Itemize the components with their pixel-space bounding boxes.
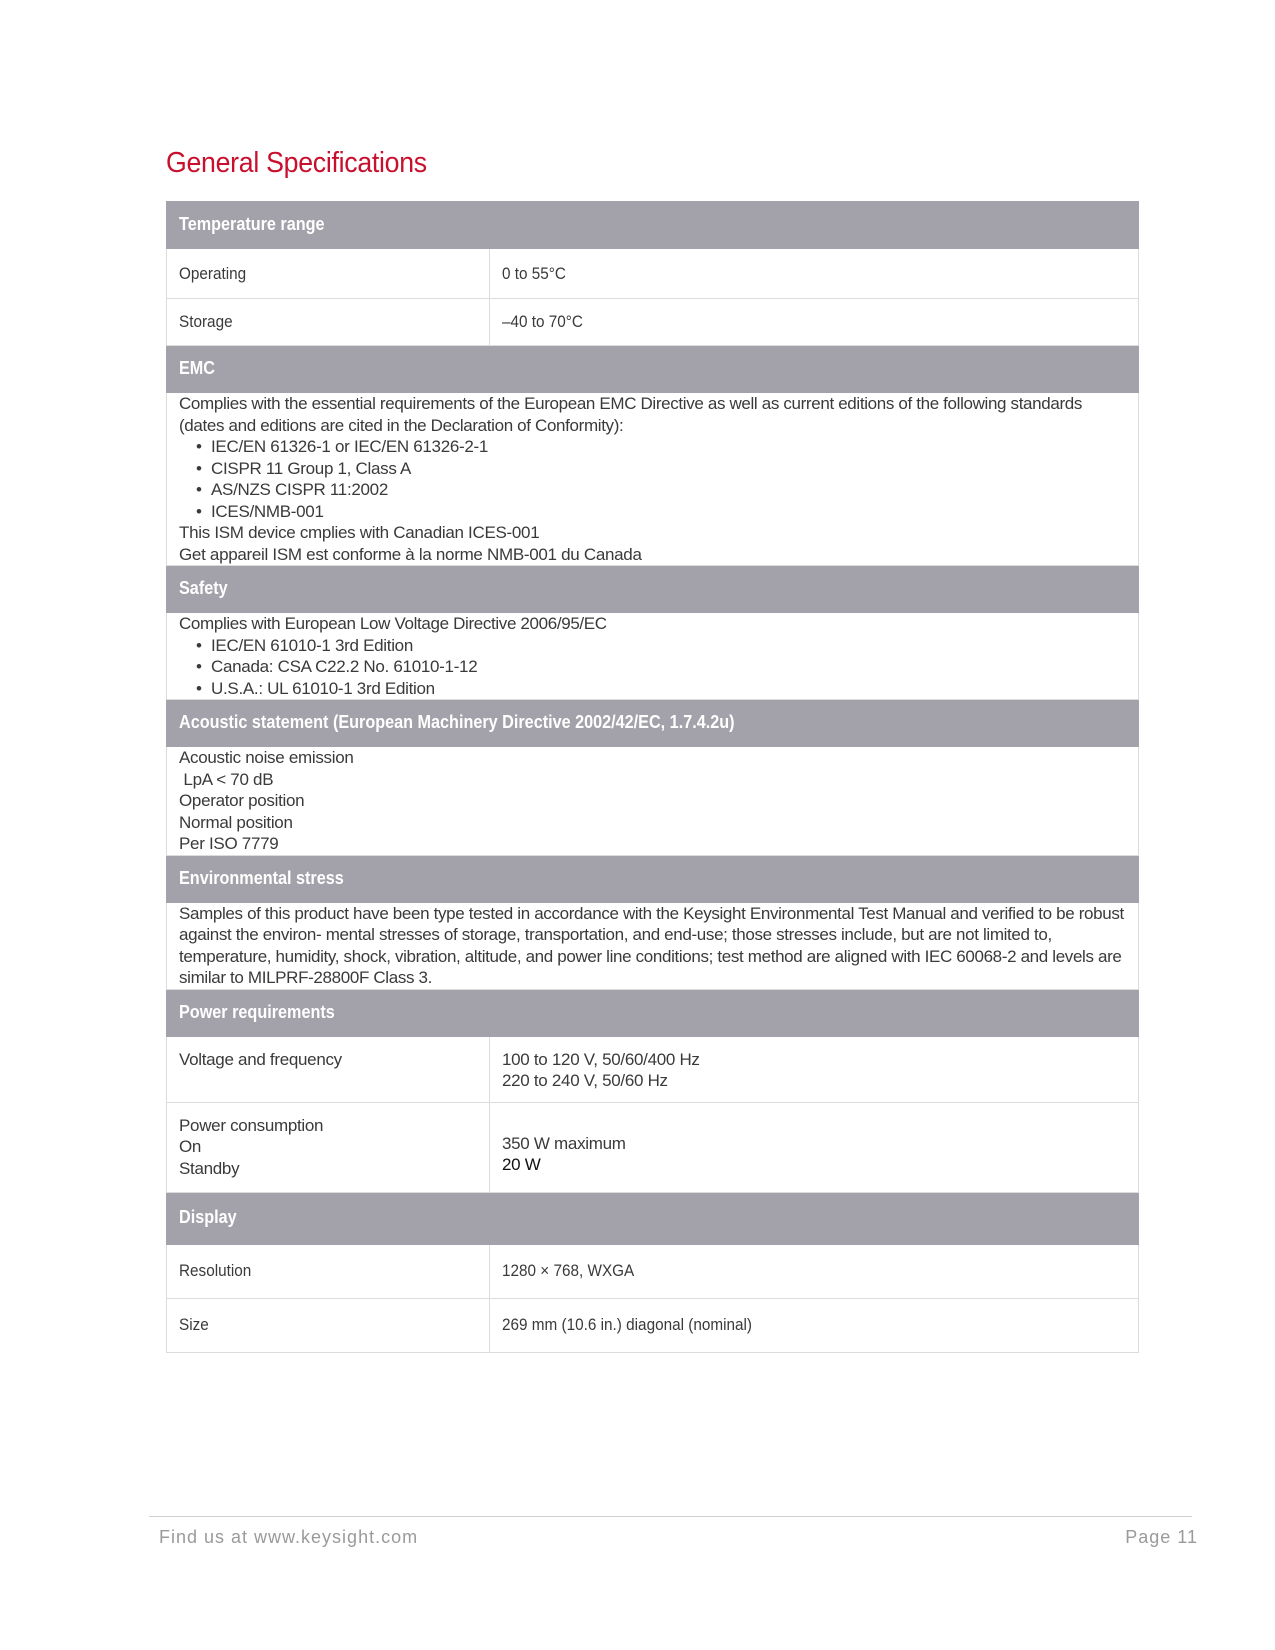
section-title: Temperature range — [179, 214, 325, 235]
acoustic-line: Per ISO 7779 — [179, 834, 279, 853]
section-header-power — [167, 989, 1139, 1036]
table-row — [167, 1102, 1139, 1192]
environmental-text: Samples of this product have been type tested in accordance with the Keysight Environmental Test Manual and verified to be robust against the environ- mental stresses of storage, transportation, and end-use; those stresses include, but are not limited to, temperature, humidity, shock, vibration, altitude, and power line conditions; test method are aligned with IEC 60068-2 and levels are similar to MILPRF-28800F Class 3. — [179, 903, 1124, 987]
general-specifications-table — [166, 201, 1139, 1353]
emc-standards-list — [179, 436, 1126, 522]
section-header-display — [167, 1192, 1139, 1244]
row-label: On — [179, 1137, 202, 1157]
footer-divider — [149, 1516, 1192, 1517]
row-value: 269 mm (10.6 in.) diagonal (nominal) — [502, 1315, 753, 1335]
acoustic-line: Acoustic noise emission — [179, 748, 354, 767]
safety-intro: Complies with European Low Voltage Directive 2006/95/EC — [179, 614, 607, 633]
section-header-emc — [167, 346, 1139, 393]
row-label: Operating — [179, 263, 247, 283]
list-item: • ICES/NMB-001 — [196, 501, 324, 521]
section-title: Safety — [179, 578, 228, 599]
safety-standards-list — [179, 635, 1126, 700]
bullet-icon: • — [196, 458, 202, 478]
list-item: • IEC/EN 61010-1 3rd Edition — [196, 635, 413, 655]
bullet-icon: • — [196, 657, 202, 676]
section-title: Environmental stress — [179, 867, 344, 888]
list-item: • Canada: CSA C22.2 No. 61010-1-12 — [196, 657, 478, 676]
footer-website: Find us at www.keysight.com — [159, 1527, 419, 1547]
section-title: Display — [179, 1207, 237, 1228]
page-title: General Specifications — [166, 147, 427, 179]
table-row — [167, 1298, 1139, 1352]
emc-canada-fr: Get appareil ISM est conforme à la norme NMB-001 du Canada — [179, 544, 642, 564]
row-label: Power consumption — [179, 1115, 324, 1135]
bullet-icon: • — [196, 501, 202, 521]
acoustic-line: Operator position — [179, 791, 305, 810]
section-header-acoustic — [167, 700, 1139, 747]
safety-content-row — [167, 613, 1139, 700]
table-row — [167, 1244, 1139, 1298]
acoustic-content-row — [167, 747, 1139, 856]
list-item: • U.S.A.: UL 61010-1 3rd Edition — [196, 678, 435, 698]
list-item: • IEC/EN 61326-1 or IEC/EN 61326-2-1 — [196, 437, 489, 456]
bullet-icon: • — [196, 480, 202, 499]
row-value: 20 W — [502, 1155, 541, 1174]
bullet-icon: • — [196, 635, 202, 655]
acoustic-line: LpA < 70 dB — [179, 769, 274, 789]
section-title: Acoustic statement (European Machinery Directive 2002/42/EC, 1.7.4.2u) — [179, 712, 735, 733]
bullet-icon: • — [196, 437, 202, 456]
list-item: • CISPR 11 Group 1, Class A — [196, 458, 412, 478]
page-number: Page 11 — [1125, 1527, 1198, 1547]
emc-content-row — [167, 393, 1139, 566]
table-row — [167, 1036, 1139, 1102]
section-header-environmental — [167, 855, 1139, 902]
row-value: 1280 × 768, WXGA — [502, 1261, 635, 1281]
row-label: Storage — [179, 312, 233, 332]
row-label: Voltage and frequency — [179, 1049, 342, 1069]
environmental-content-row — [167, 902, 1139, 989]
table-row — [167, 249, 1139, 299]
row-value: 0 to 55°C — [502, 263, 566, 283]
row-label: Resolution — [179, 1261, 252, 1281]
section-header-safety — [167, 566, 1139, 613]
emc-intro: Complies with the essential requirements of the European EMC Directive as well as current editions of the following standards (dates and editions are cited in the Declaration of Conformity): — [179, 394, 1083, 435]
row-value: 220 to 240 V, 50/60 Hz — [502, 1071, 668, 1090]
section-title: Power requirements — [179, 1001, 335, 1022]
row-label: Size — [179, 1315, 209, 1335]
row-value: 100 to 120 V, 50/60/400 Hz — [502, 1049, 700, 1069]
list-item: • AS/NZS CISPR 11:2002 — [196, 480, 388, 499]
section-header-temperature — [167, 202, 1139, 249]
row-value: –40 to 70°C — [502, 312, 583, 332]
table-row — [167, 299, 1139, 346]
emc-canada-en: This ISM device cmplies with Canadian ICES-001 — [179, 523, 540, 542]
section-title: EMC — [179, 358, 215, 379]
row-label: Standby — [179, 1158, 240, 1178]
row-value: 350 W maximum — [502, 1133, 626, 1153]
bullet-icon: • — [196, 678, 202, 698]
acoustic-line: Normal position — [179, 812, 293, 832]
